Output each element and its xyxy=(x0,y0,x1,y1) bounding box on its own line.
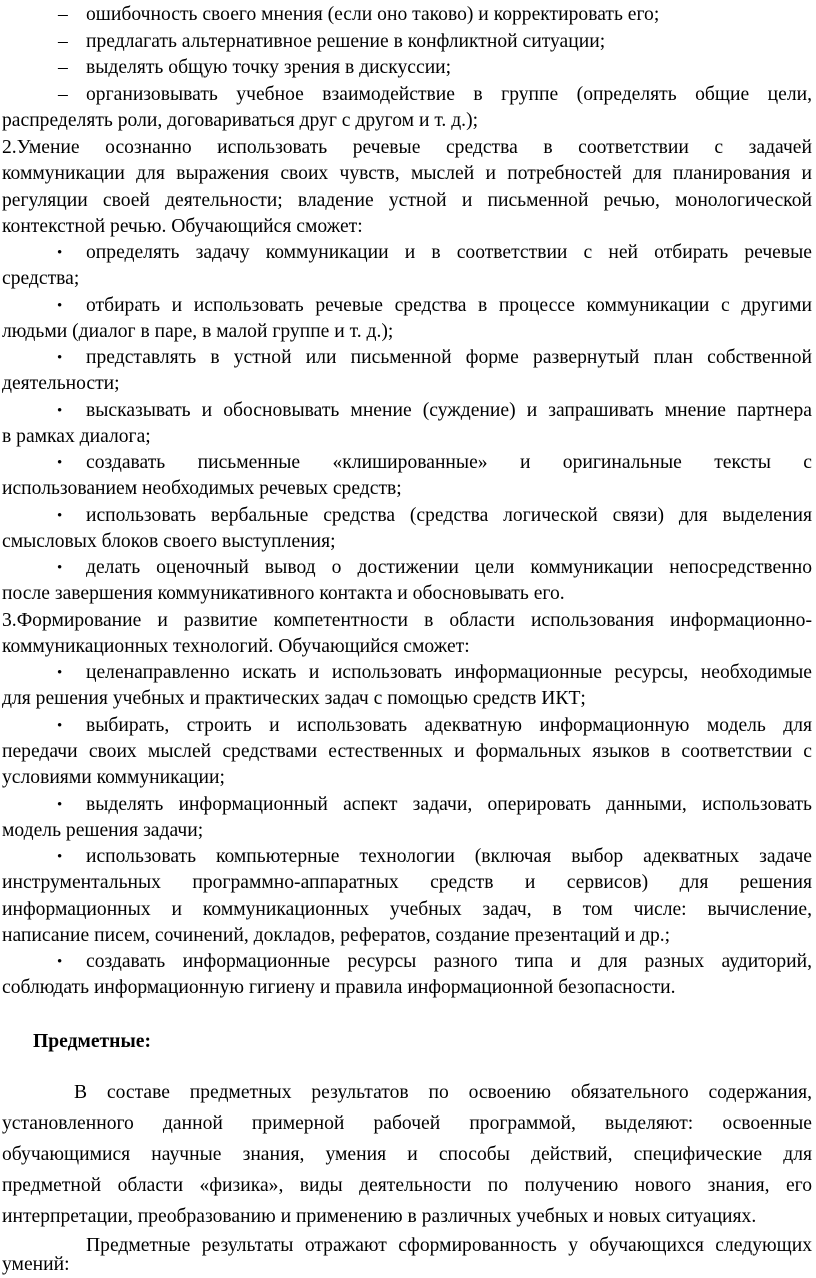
list-item-text: информационных и коммуникационных учебных задач, в том числе: вычисление, xyxy=(2,899,812,920)
bullet-icon: • xyxy=(57,350,63,366)
list-item xyxy=(0,55,812,82)
list-item-text: условиями коммуникации; xyxy=(2,767,225,788)
dash-marker: – xyxy=(58,84,68,105)
paragraph-line: контекстной речью. Обучающийся сможет: xyxy=(2,216,363,237)
list-item-text: средства; xyxy=(2,268,80,289)
list-item xyxy=(0,713,812,740)
list-item-text: в рамках диалога; xyxy=(2,426,151,447)
list-item-text: модель решения задачи; xyxy=(2,820,204,841)
bullet-icon: • xyxy=(57,849,63,865)
list-item-text: организовывать учебное взаимодействие в группе (определять общие цели, xyxy=(86,84,812,105)
list-item-text: распределять роли, договариваться друг с другом и т. д.); xyxy=(2,110,479,131)
list-item-text: предлагать альтернативное решение в конфликтной ситуации; xyxy=(86,31,606,52)
list-item-text: ошибочность своего мнения (если оно таково) и корректировать его; xyxy=(86,4,660,25)
bullet-icon: • xyxy=(57,718,63,734)
list-item xyxy=(0,398,812,425)
list-item-text: для решения учебных и практических задач с помощью средств ИКТ; xyxy=(2,688,586,709)
list-item xyxy=(0,240,812,267)
dash-marker: – xyxy=(58,4,68,25)
bullet-icon: • xyxy=(57,508,63,524)
list-item-text: высказывать и обосновывать мнение (суждение) и запрашивать мнение партнера xyxy=(86,400,812,421)
list-item xyxy=(0,792,812,819)
paragraph-line: регуляции своей деятельности; владение устной и письменной речью, монологической xyxy=(2,190,812,211)
bullet-icon: • xyxy=(57,665,63,681)
list-item-text: инструментальных программно-аппаратных средств и сервисов) для решения xyxy=(2,872,812,893)
list-item-text: создавать информационные ресурсы разного типа и для разных аудиторий, xyxy=(86,951,812,972)
dash-marker: – xyxy=(58,31,68,52)
list-item-text: людьми (диалог в паре, в малой группе и т. д.); xyxy=(2,321,394,342)
list-item-text: использовать компьютерные технологии (включая выбор адекватных задаче xyxy=(86,846,812,867)
list-item xyxy=(0,2,812,29)
list-item-text: представлять в устной или письменной форме развернутый план собственной xyxy=(86,347,812,368)
paragraph-line: 3.Формирование и развитие компетентности в области использования информационно- xyxy=(2,610,812,631)
list-item xyxy=(0,29,812,56)
list-item-text: определять задачу коммуникации и в соответствии с ней отбирать речевые xyxy=(86,242,812,263)
bullet-icon: • xyxy=(57,954,63,970)
list-item-text: после завершения коммуникативного контакта и обосновывать его. xyxy=(2,583,565,604)
list-item-text: отбирать и использовать речевые средства в процессе коммуникации с другими xyxy=(86,295,812,316)
list-item-text: выбирать, строить и использовать адекватную информационную модель для xyxy=(86,715,812,736)
paragraph-line: Предметные результаты отражают сформированность у обучающихся следующих xyxy=(86,1235,812,1256)
paragraph-line: установленного данной примерной рабочей программой, выделяют: освоенные xyxy=(2,1113,812,1134)
list-item-text: делать оценочный вывод о достижении цели коммуникации непосредственно xyxy=(86,557,812,578)
bullet-icon: • xyxy=(57,797,63,813)
list-item xyxy=(0,345,812,372)
list-item-text: соблюдать информационную гигиену и правила информационной безопасности. xyxy=(2,977,676,998)
list-item-text: выделять информационный аспект задачи, оперировать данными, использовать xyxy=(86,794,812,815)
list-item-text: смысловых блоков своего выступления; xyxy=(2,531,336,552)
list-item-text: деятельности; xyxy=(2,373,120,394)
paragraph-line: предметной области «физика», виды деятельности по получению нового знания, его xyxy=(2,1175,812,1196)
list-item-text: написание писем, сочинений, докладов, рефератов, создание презентаций и др.; xyxy=(2,925,671,946)
list-item xyxy=(0,555,812,582)
bullet-icon: • xyxy=(57,245,63,261)
paragraph-line: коммуникационных технологий. Обучающийся сможет: xyxy=(2,636,470,657)
bullet-icon: • xyxy=(57,455,63,471)
paragraph-line: коммуникации для выражения своих чувств, мыслей и потребностей для планирования и xyxy=(2,163,812,184)
list-item-text: выделять общую точку зрения в дискуссии; xyxy=(86,57,452,78)
paragraph-line: обучающимися научные знания, умения и способы действий, специфические для xyxy=(2,1144,812,1165)
list-item-text: передачи своих мыслей средствами естественных и формальных языков в соответствии с xyxy=(2,741,812,762)
dash-marker: – xyxy=(58,57,68,78)
paragraph-line: 2.Умение осознанно использовать речевые средства в соответствии с задачей xyxy=(2,137,812,158)
bullet-icon: • xyxy=(57,403,63,419)
list-item xyxy=(0,450,812,477)
list-item-text: использованием необходимых речевых средств; xyxy=(2,478,402,499)
paragraph-line: В составе предметных результатов по освоению обязательного содержания, xyxy=(74,1082,812,1103)
paragraph-line: интерпретации, преобразованию и применению в различных учебных и новых ситуациях. xyxy=(2,1206,757,1227)
list-item xyxy=(0,660,812,687)
list-item-text: целенаправленно искать и использовать информационные ресурсы, необходимые xyxy=(86,662,812,683)
list-item xyxy=(0,949,812,976)
list-item xyxy=(0,293,812,320)
bullet-icon: • xyxy=(57,298,63,314)
list-item xyxy=(0,503,812,530)
list-item-text: создавать письменные «клишированные» и оригинальные тексты с xyxy=(86,452,812,473)
list-item xyxy=(0,844,812,871)
paragraph-line: умений: xyxy=(2,1254,70,1275)
list-item-text: использовать вербальные средства (средства логической связи) для выделения xyxy=(86,505,812,526)
subject-results-heading: Предметные: xyxy=(33,1031,151,1052)
bullet-icon: • xyxy=(57,560,63,576)
list-item xyxy=(0,82,812,109)
